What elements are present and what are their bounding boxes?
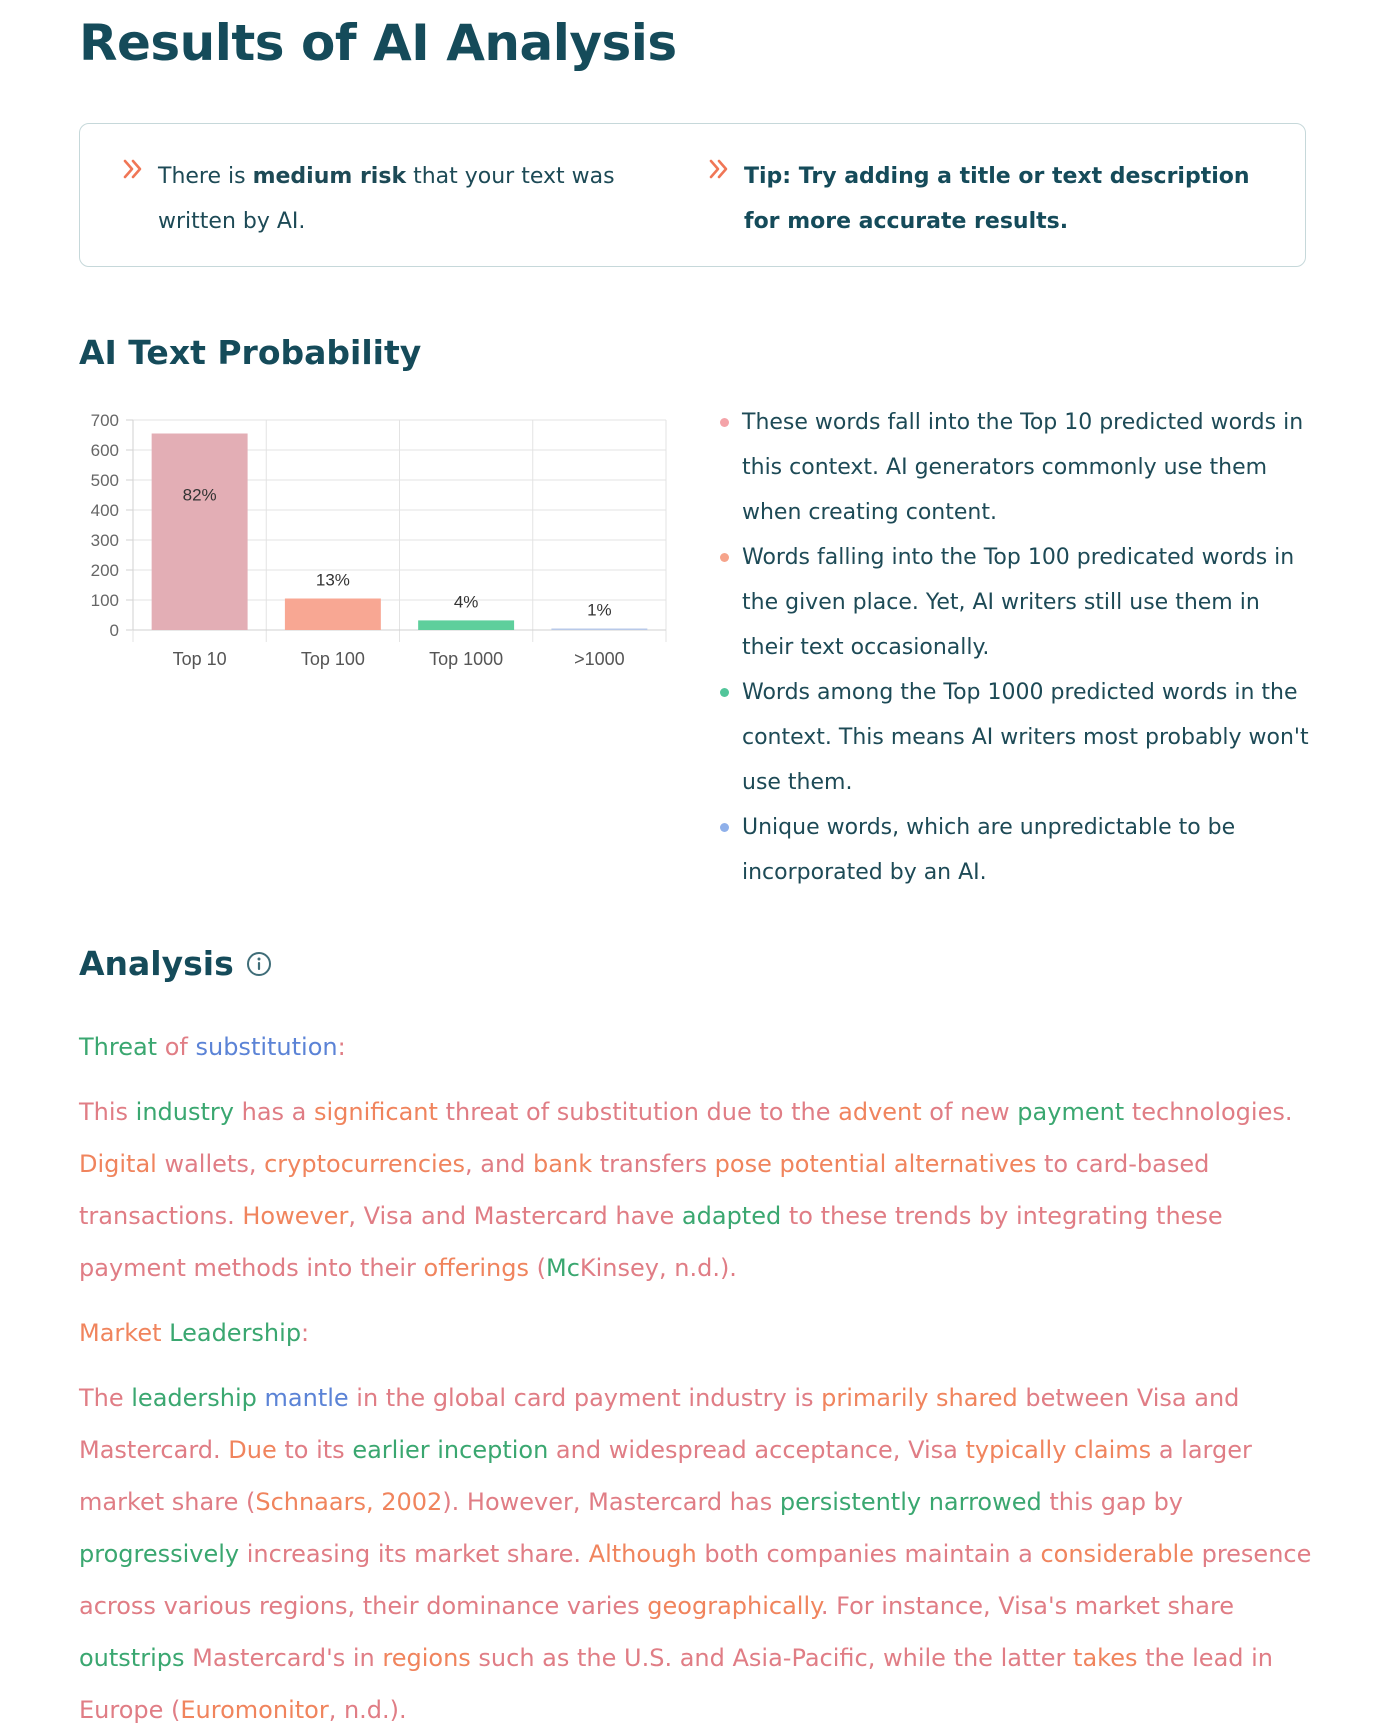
legend-item — [718, 670, 1318, 805]
text-segment: industry — [135, 1098, 234, 1126]
paragraph-substitution — [79, 1086, 1319, 1294]
text-segment: ). However, Mastercard has — [442, 1488, 780, 1516]
text-segment: cryptocurrencies — [264, 1150, 465, 1178]
x-tick-label: Top 10 — [172, 649, 227, 669]
bullet-dot-icon — [720, 553, 729, 562]
text-segment: , and — [465, 1150, 534, 1178]
analysis-header — [79, 944, 272, 983]
text-segment: mantle — [264, 1384, 349, 1412]
text-segment: transfers — [592, 1150, 715, 1178]
text-segment: presence across various regions, their dominance varies — [79, 1540, 1312, 1620]
bullet-dot-icon — [720, 823, 729, 832]
y-tick-label: 400 — [90, 501, 119, 520]
text-segment: outstrips — [79, 1644, 185, 1672]
bullet-dot-icon — [720, 688, 729, 697]
data-label: 4% — [453, 592, 479, 612]
bar-1 — [152, 434, 248, 631]
text-segment: Threat — [79, 1033, 158, 1061]
text-segment: , Visa and Mastercard have — [348, 1202, 682, 1230]
text-segment: has a — [233, 1098, 314, 1126]
text-segment: Mc — [545, 1254, 580, 1282]
y-tick-label: 200 — [90, 561, 119, 580]
text-segment: such as the U.S. and Asia-Pacific, while the latter — [470, 1644, 1074, 1672]
text-segment: The — [79, 1384, 132, 1412]
summary-box — [79, 123, 1306, 267]
text-segment: of — [157, 1033, 196, 1061]
text-segment: considerable — [1040, 1540, 1194, 1568]
text-segment: to its — [276, 1436, 353, 1464]
text-segment: substitution — [195, 1033, 338, 1061]
text-segment: . For instance, Visa's market share — [820, 1592, 1235, 1620]
y-tick-label: 500 — [90, 471, 119, 490]
legend-text: Words among the Top 1000 predicted words in the context. This means AI writers most probably won't use them. — [742, 680, 1309, 795]
text-segment: leadership — [131, 1384, 257, 1412]
text-segment: wallets, — [156, 1150, 265, 1178]
risk-level: medium risk — [252, 164, 407, 189]
text-segment: ( — [528, 1254, 546, 1282]
double-chevron-right-icon — [708, 158, 730, 180]
text-segment: bank — [533, 1150, 593, 1178]
y-tick-label: 0 — [109, 621, 119, 640]
risk-text — [158, 154, 642, 244]
x-tick-label: >1000 — [574, 649, 625, 669]
risk-suffix: that your text was written by AI. — [158, 164, 615, 234]
text-segment — [257, 1384, 265, 1412]
bar-3 — [418, 620, 514, 630]
text-segment: to card-based transactions. — [79, 1150, 1210, 1230]
text-segment: : — [337, 1033, 346, 1061]
text-segment: payment — [1017, 1098, 1125, 1126]
y-tick-label: 600 — [90, 441, 119, 460]
legend-item — [718, 535, 1318, 670]
text-segment: Due — [228, 1436, 277, 1464]
text-segment: Schnaars, 2002 — [255, 1488, 443, 1516]
text-segment: typically claims — [965, 1436, 1152, 1464]
text-segment: technologies. — [1124, 1098, 1293, 1126]
text-segment: : — [301, 1319, 310, 1347]
legend-text: Words falling into the Top 100 predicated words in the given place. Yet, AI writers still use them in their text occasionally. — [742, 545, 1295, 660]
data-label: 13% — [315, 570, 350, 590]
text-segment: takes — [1073, 1644, 1138, 1672]
y-tick-label: 700 — [90, 411, 119, 430]
legend-text: Unique words, which are unpredictable to be incorporated by an AI. — [742, 815, 1236, 885]
text-segment: pose potential alternatives — [714, 1150, 1037, 1178]
analysis-heading: Analysis — [79, 944, 234, 983]
text-segment: Market — [79, 1319, 170, 1347]
text-segment: significant — [314, 1098, 438, 1126]
tip — [708, 154, 1268, 244]
text-segment: However — [242, 1202, 349, 1230]
data-label: 82% — [182, 485, 217, 505]
double-chevron-right-icon — [122, 158, 144, 180]
text-segment: Kinsey, n.d.). — [579, 1254, 737, 1282]
text-segment: increasing its market share. — [239, 1540, 589, 1568]
text-segment: Euromonitor — [180, 1696, 329, 1724]
text-segment: both companies maintain a — [696, 1540, 1041, 1568]
text-segment: to these trends by integrating these payment methods into their — [79, 1202, 1223, 1282]
text-segment: regions — [382, 1644, 471, 1672]
text-segment: of new — [921, 1098, 1018, 1126]
data-label: 1% — [587, 600, 612, 620]
text-segment: Leadership — [169, 1319, 302, 1347]
bar-4 — [551, 629, 647, 631]
legend-item — [718, 400, 1318, 535]
text-segment: between Visa and Mastercard. — [79, 1384, 1240, 1464]
text-segment: This — [79, 1098, 136, 1126]
paragraph-market-leadership — [79, 1372, 1319, 1736]
text-segment: a larger market share ( — [79, 1436, 1252, 1516]
text-segment: persistently narrowed — [779, 1488, 1042, 1516]
text-segment: geographically — [647, 1592, 821, 1620]
probability-heading: AI Text Probability — [79, 333, 422, 372]
text-segment: in the global card payment industry is — [348, 1384, 822, 1412]
section-heading-substitution — [79, 1021, 1319, 1073]
text-segment: Although — [588, 1540, 697, 1568]
text-segment: the lead in Europe ( — [79, 1644, 1274, 1724]
text-segment: adapted — [681, 1202, 782, 1230]
bullet-dot-icon — [720, 418, 729, 427]
text-segment: offerings — [423, 1254, 529, 1282]
text-segment: threat of substitution due to the — [437, 1098, 839, 1126]
legend-text: These words fall into the Top 10 predicted words in this context. AI generators commonly use them when creating content. — [742, 410, 1304, 525]
text-segment: Digital — [79, 1150, 157, 1178]
text-segment: progressively — [79, 1540, 240, 1568]
info-icon[interactable] — [246, 951, 272, 977]
text-segment: earlier inception — [352, 1436, 549, 1464]
page-title: Results of AI Analysis — [79, 14, 677, 72]
probability-bar-chart — [79, 400, 679, 700]
risk-summary — [122, 154, 642, 244]
x-tick-label: Top 100 — [300, 649, 365, 669]
x-tick-label: Top 1000 — [429, 649, 504, 669]
y-tick-label: 100 — [90, 591, 119, 610]
section-heading-market-leadership — [79, 1307, 1319, 1359]
text-segment: and widespread acceptance, Visa — [548, 1436, 966, 1464]
y-tick-label: 300 — [90, 531, 119, 550]
text-segment: primarily shared — [821, 1384, 1018, 1412]
probability-legend — [718, 400, 1318, 895]
bar-2 — [285, 599, 381, 631]
text-segment: advent — [838, 1098, 922, 1126]
text-segment: this gap by — [1041, 1488, 1184, 1516]
risk-prefix: There is — [158, 164, 253, 189]
text-segment: , n.d.). — [328, 1696, 407, 1724]
legend-item — [718, 805, 1318, 895]
tip-text: Tip: Try adding a title or text description for more accurate results. — [744, 164, 1250, 234]
text-segment: Mastercard's in — [184, 1644, 383, 1672]
